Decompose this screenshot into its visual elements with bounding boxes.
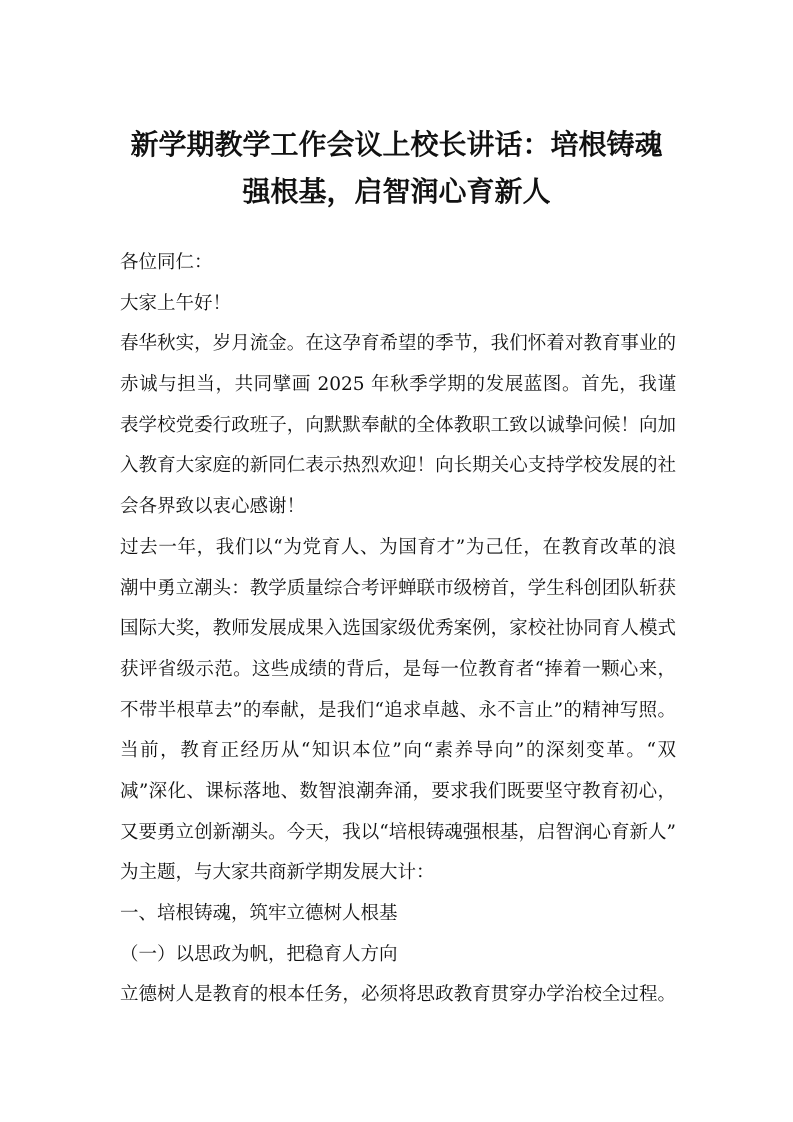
paragraph-line: 赤诚与担当，共同擘画 2025 年秋季学期的发展蓝图。首先，我谨	[120, 374, 676, 396]
paragraph-line: 会各界致以衷心感谢！	[120, 496, 306, 518]
document-body	[120, 243, 676, 1016]
paragraph-line: 为主题，与大家共商新学期发展大计：	[120, 862, 435, 884]
paragraph-line: 减”深化、课标落地、数智浪潮奔涌，要求我们既要坚守教育初心，	[120, 780, 676, 802]
paragraph-line: （一）以思政为帆，把稳育人方向	[120, 943, 398, 965]
paragraph-line: 过去一年，我们以“为党育人、为国育才”为己任，在教育改革的浪	[120, 536, 676, 558]
paragraph-line: 春华秋实，岁月流金。在这孕育希望的季节，我们怀着对教育事业的	[120, 333, 676, 355]
paragraph-line: 不带半根草去”的奉献，是我们“追求卓越、永不言止”的精神写照。	[120, 699, 676, 721]
paragraph-line: 潮中勇立潮头：教学质量综合考评蝉联市级榜首，学生科创团队斩获	[120, 577, 676, 599]
document-title-line-1: 新学期教学工作会议上校长讲话：培根铸魂	[130, 128, 663, 161]
paragraph-line: 当前，教育正经历从“知识本位”向“素养导向”的深刻变革。“双	[120, 740, 676, 762]
paragraph-line: 国际大奖，教师发展成果入选国家级优秀案例，家校社协同育人模式	[120, 618, 676, 640]
paragraph-line: 一、培根铸魂，筑牢立德树人根基	[120, 903, 398, 924]
paragraph-line: 表学校党委行政班子，向默默奉献的全体教职工致以诚挚问候！向加	[120, 414, 676, 436]
paragraph-line: 入教育大家庭的新同仁表示热烈欢迎！向长期关心支持学校发展的社	[120, 455, 676, 477]
paragraph-line: 获评省级示范。这些成绩的背后，是每一位教育者“捧着一颗心来，	[120, 658, 676, 680]
paragraph-line: 立德树人是教育的根本任务，必须将思政教育贯穿办学治校全过程。	[120, 984, 676, 1006]
document-title-line-2: 强根基，启智润心育新人	[242, 175, 551, 208]
paragraph-line: 各位同仁：	[120, 252, 213, 273]
paragraph-line: 又要勇立创新潮头。今天，我以“培根铸魂强根基，启智润心育新人”	[120, 821, 676, 843]
paragraph-line: 大家上午好！	[120, 292, 232, 314]
